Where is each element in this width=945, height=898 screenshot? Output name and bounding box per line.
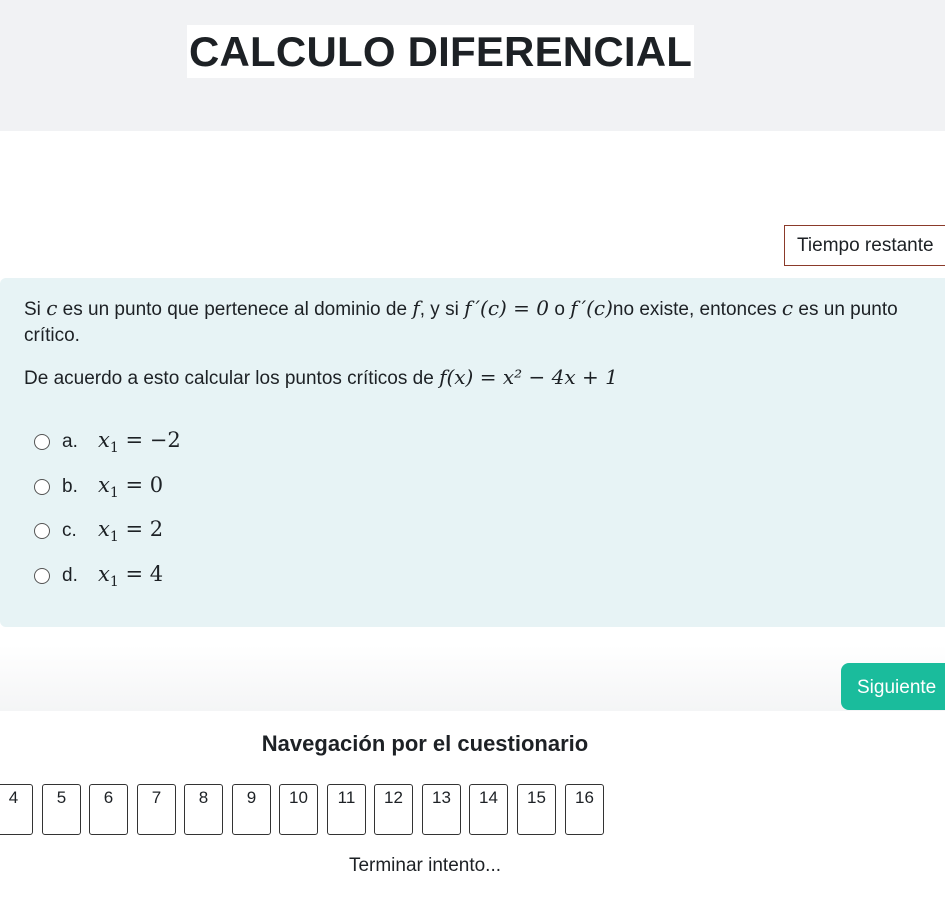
nav-page-button[interactable]: 16 (565, 784, 604, 835)
nav-page-button[interactable]: 6 (89, 784, 128, 835)
nav-page-button[interactable]: 11 (327, 784, 366, 835)
nav-page-button[interactable]: 14 (469, 784, 508, 835)
question-instruction-line (24, 364, 618, 392)
math-derivative: f ′(c) (570, 296, 613, 320)
question-text: , y si (419, 299, 459, 320)
nav-page-button[interactable]: 9 (232, 784, 271, 835)
question-text-line1 (24, 295, 944, 323)
question-text-line2: crítico. (24, 325, 80, 346)
course-title: CALCULO DIFERENCIAL (187, 25, 694, 78)
option-letter: a. (62, 431, 78, 452)
quiz-navigation-title: Navegación por el cuestionario (261, 731, 589, 756)
radio-button[interactable] (34, 523, 50, 539)
question-text: o (554, 299, 565, 320)
answer-option-d[interactable] (34, 561, 163, 591)
math-c: c (781, 296, 794, 320)
answer-option-a[interactable] (34, 427, 181, 457)
radio-button[interactable] (34, 568, 50, 584)
nav-page-button[interactable]: 15 (517, 784, 556, 835)
option-math: $x_1 = 2$ (98, 516, 164, 546)
nav-page-button[interactable]: 8 (184, 784, 223, 835)
footer-band (0, 645, 945, 711)
nav-page-button[interactable]: 13 (422, 784, 461, 835)
radio-button[interactable] (34, 479, 50, 495)
nav-page-button[interactable]: 4 (0, 784, 33, 835)
math-derivative-zero: f ′(c) = 0 (464, 296, 550, 320)
nav-page-button[interactable]: 5 (42, 784, 81, 835)
question-text: es un punto (798, 299, 898, 320)
question-text: no existe, entonces (612, 299, 777, 320)
next-button[interactable]: Siguiente (841, 663, 945, 710)
math-function: f(x) = x² − 4x + 1 (439, 365, 618, 389)
question-text: es un punto que pertenece al dominio de (62, 299, 408, 320)
radio-button[interactable] (34, 434, 50, 450)
math-c: c (46, 296, 58, 320)
question-instruction: De acuerdo a esto calcular los puntos críticos de (24, 368, 434, 389)
timer-box: Tiempo restante (784, 225, 945, 266)
nav-page-button[interactable]: 7 (137, 784, 176, 835)
option-letter: d. (62, 565, 78, 586)
option-letter: c. (62, 520, 77, 541)
nav-page-button[interactable]: 12 (374, 784, 413, 835)
nav-page-button[interactable]: 10 (279, 784, 318, 835)
question-text: Si (24, 299, 41, 320)
option-math: $x_1 = -2$ (98, 427, 181, 457)
option-letter: b. (62, 476, 78, 497)
math-f: f (412, 296, 420, 320)
answer-option-b[interactable] (34, 472, 163, 502)
option-math: $x_1 = 4$ (98, 561, 164, 591)
answer-option-c[interactable] (34, 516, 163, 546)
option-math: $x_1 = 0$ (98, 472, 164, 502)
finish-attempt-link[interactable]: Terminar intento... (348, 855, 502, 876)
